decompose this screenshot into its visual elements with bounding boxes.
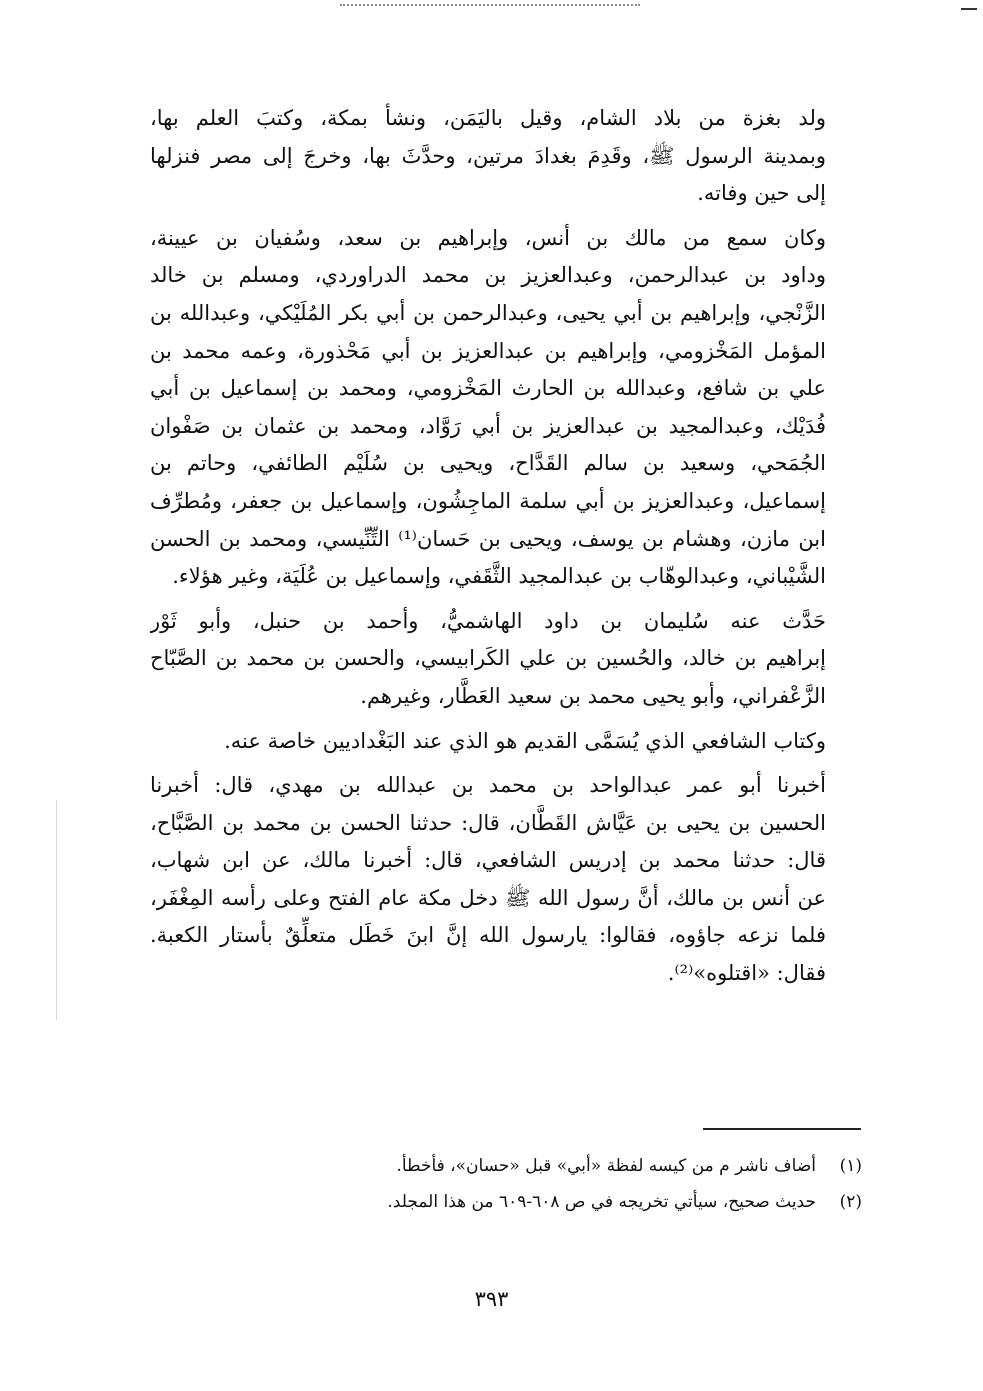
footnote-text: أضاف ناشر م من كيسه لفظة «أبي» قبل «حسان»، فأخطأ.	[396, 1156, 816, 1176]
text-line: المؤمل المَخْزومي، وإبراهيم بن عبدالعزيز بن أبي مَحْذورة، وعمه محمد بن	[150, 338, 826, 363]
text-line: إسماعيل، وعبدالعزيز بن أبي سلمة الماجِشُون، وإسماعيل بن جعفر، ومُطرِّف	[150, 488, 826, 513]
text-line: علي بن شافع، وعبدالله بن الحارث المَخْزومي، ومحمد بن إسماعيل بن أبي	[150, 376, 826, 401]
footnote-number: (١)	[839, 1156, 862, 1176]
footnote-number: (٢)	[839, 1192, 862, 1212]
text-line: وكان سمع من مالك بن أنس، وإبراهيم بن سعد، وسُفيان بن عيينة،	[150, 225, 826, 250]
paragraph-old-book	[150, 723, 862, 761]
text-line: فُدَيْك، وعبدالمجيد بن عبدالعزيز بن أبي رَوَّاد، ومحمد بن عثمان بن صَفْوان	[150, 413, 826, 438]
corner-mark	[961, 8, 977, 10]
paragraph-hadith	[150, 767, 862, 993]
text-line: إبراهيم بن خالد، والحُسين بن علي الكَرابيسي، والحسن بن محمد بن الصَّبّاح	[150, 646, 826, 671]
text-line: عن أنس بن مالك، أنَّ رسول الله ﷺ دخل مكة عام الفتح وعلى رأسه المِغْفَر،	[150, 885, 826, 910]
text-line: الزَّنْجي، وإبراهيم بن أبي يحيى، وعبدالرحمن بن أبي بكر المُلَيْكي، وعبدالله بن	[150, 300, 826, 325]
paragraph-students	[150, 603, 862, 716]
footnote-text: حديث صحيح، سيأتي تخريجه في ص ٦٠٨-٦٠٩ من هذا المجلد.	[387, 1192, 816, 1212]
main-text	[150, 100, 862, 993]
text-line: الزَّعْفراني، وأبو يحيى محمد بن سعيد العَطَّار، وغيرهم.	[360, 683, 826, 708]
paragraph-birth	[150, 100, 862, 213]
footnotes	[150, 1148, 862, 1220]
text-line: الجُمَحي، وسعيد بن سالم القَدَّاح، ويحيى بن سُلَيْم الطائفي، وحاتم بن	[150, 451, 826, 476]
scan-mark	[56, 800, 57, 1020]
footnote-2	[150, 1184, 862, 1220]
footnote-separator	[703, 1128, 861, 1130]
text-line: وداود بن عبدالرحمن، وعبدالعزيز بن محمد الدراوردي، ومسلم بن خالد	[150, 263, 826, 288]
text-line: قال: حدثنا محمد بن إدريس الشافعي، قال: أخبرنا مالك، عن ابن شهاب،	[150, 848, 826, 873]
text-line: أخبرنا أبو عمر عبدالواحد بن محمد بن عبدالله بن مهدي، قال: أخبرنا	[150, 773, 826, 798]
paragraph-teachers	[150, 220, 862, 596]
text-line: وبمدينة الرسول ﷺ، وقَدِمَ بغدادَ مرتين، وحدَّثَ بها، وخرجَ إلى مصر فنزلها	[150, 143, 826, 168]
text-line: وكتاب الشافعي الذي يُسَمَّى القديم هو الذي عند البَغْداديين خاصة عنه.	[224, 728, 826, 753]
text-line: الحسين بن يحيى بن عَيَّاش القَطَّان، قال: حدثنا الحسن بن محمد بن الصَّبَّاح،	[150, 810, 826, 835]
header-rule	[340, 0, 640, 6]
page-number: ٣٩٣	[474, 1287, 509, 1311]
footnote-1	[150, 1148, 862, 1184]
text-line: إلى حين وفاته.	[697, 181, 826, 206]
text-line: ولد بغزة من بلاد الشام، وقيل باليَمَن، ونشأ بمكة، وكتبَ العلم بها،	[150, 106, 826, 130]
text-line: ابن مازن، وهشام بن يوسف، ويحيى بن حَسان⁽¹⁾ التِّنِّيسي، ومحمد بن الحسن	[150, 526, 826, 551]
text-line: فلما نزعه جاؤوه، فقالوا: يارسول الله إنَّ ابنَ خَطَل متعلِّقٌ بأستار الكعبة.	[150, 923, 826, 948]
text-line: حَدَّث عنه سُليمان بن داود الهاشميُّ، وأحمد بن حنبل، وأبو ثَوْر	[150, 608, 826, 633]
text-line: الشَّيْباني، وعبدالوهّاب بن عبدالمجيد الثَّقَفي، وإسماعيل بن عُلَيَة، وغير هؤلاء.	[172, 564, 826, 589]
text-line: فقال: «اقتلوه»⁽²⁾.	[667, 961, 826, 986]
